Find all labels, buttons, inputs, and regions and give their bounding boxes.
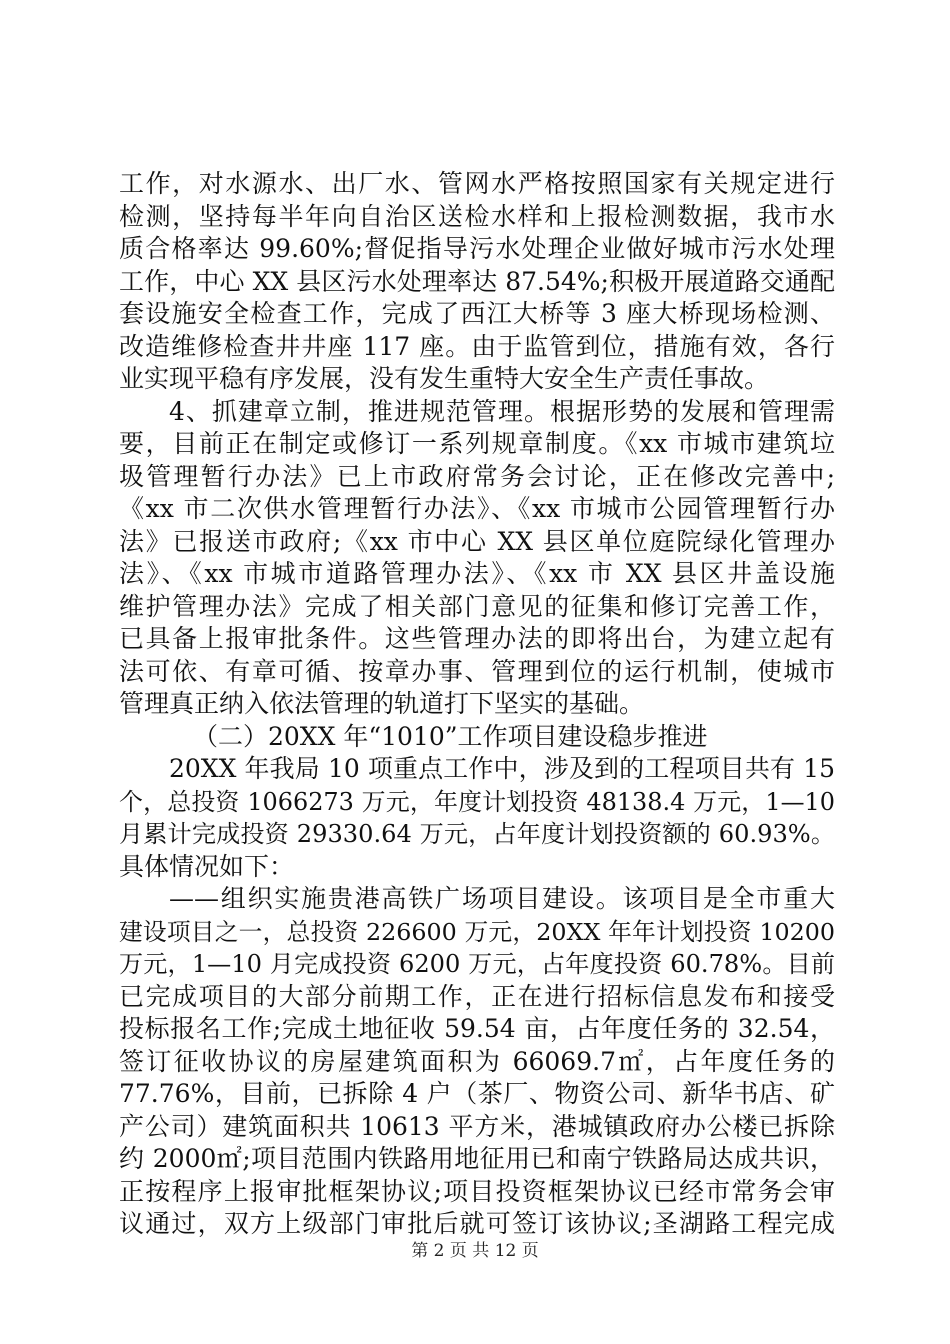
text-line: 议通过，双方上级部门审批后就可签订该协议;圣湖路工程完成 xyxy=(119,1209,835,1238)
text-line: 月累计完成投资 29330.64 万元，占年度计划投资额的 60.93%。 xyxy=(119,820,835,848)
document-body xyxy=(119,168,835,1241)
text-line: 改造维修检查井井座 117 座。由于监管到位，措施有效，各行 xyxy=(119,331,835,361)
paragraph-start-line: 20XX 年我局 10 项重点工作中，涉及到的工程项目共有 15 xyxy=(169,754,835,783)
text-line: 已具备上报审批条件。这些管理办法的即将出台，为建立起有 xyxy=(119,624,835,653)
text-line: 签订征收协议的房屋建筑面积为 66069.7㎡，占年度任务的 xyxy=(119,1046,835,1076)
paragraph-start-line: 4、抓建章立制，推进规范管理。根据形势的发展和管理需 xyxy=(169,396,835,426)
text-line: 检测，坚持每半年向自治区送检水样和上报检测数据，我市水 xyxy=(119,201,835,231)
text-line: 万元，1—10 月完成投资 6200 万元，占年度投资 60.78%。目前 xyxy=(119,950,835,978)
text-line: 套设施安全检查工作，完成了西江大桥等 3 座大桥现场检测、 xyxy=(119,299,835,328)
text-line: 工作，中心 XX 县区污水处理率达 87.54%;积极开展道路交通配 xyxy=(119,266,835,296)
text-line: 圾管理暂行办法》已上市政府常务会讨论，正在修改完善中; xyxy=(119,461,835,491)
text-line: 77.76%，目前，已拆除 4 户（茶厂、物资公司、新华书店、矿 xyxy=(119,1079,835,1108)
text-line: 投标报名工作;完成土地征收 59.54 亩，占年度任务的 32.54， xyxy=(119,1014,835,1043)
text-line: 法可依、有章可循、按章办事、管理到位的运行机制，使城市 xyxy=(119,656,835,686)
text-line: 质合格率达 99.60%;督促指导污水处理企业做好城市污水处理 xyxy=(119,234,835,263)
text-line: 已完成项目的大部分前期工作，正在进行招标信息发布和接受 xyxy=(119,981,835,1011)
text-line: 个，总投资 1066273 万元，年度计划投资 48138.4 万元，1—10 xyxy=(119,787,835,816)
text-line: 约 2000㎡;项目范围内铁路用地征用已和南宁铁路局达成共识， xyxy=(119,1144,835,1173)
text-line: 业实现平稳有序发展，没有发生重特大安全生产责任事故。 xyxy=(119,364,770,393)
text-line: 管理真正纳入依法管理的轨道打下坚实的基础。 xyxy=(119,689,645,718)
section-heading: （二）20XX 年“1010”工作项目建设稳步推进 xyxy=(193,721,708,751)
text-line: 维护管理办法》完成了相关部门意见的征集和修订完善工作， xyxy=(119,591,835,621)
text-line: 正按程序上报审批框架协议;项目投资框架协议已经市常务会审 xyxy=(119,1176,835,1206)
text-line: 产公司）建筑面积共 10613 平方米，港城镇政府办公楼已拆除 xyxy=(119,1111,835,1141)
paragraph-start-line: ——组织实施贵港高铁广场项目建设。该项目是全市重大 xyxy=(169,884,835,913)
text-line: 法》已报送市政府;《xx 市中心 XX 县区单位庭院绿化管理办 xyxy=(119,526,835,556)
text-line: 工作，对水源水、出厂水、管网水严格按照国家有关规定进行 xyxy=(119,169,835,198)
text-line: 法》、《xx 市城市道路管理办法》、《xx 市 XX 县区井盖设施 xyxy=(119,559,835,588)
text-line: 具体情况如下： xyxy=(119,851,295,881)
page-number-footer: 第 2 页 共 12 页 xyxy=(411,1241,539,1261)
text-line: 要，目前正在制定或修订一系列规章制度。《xx 市城市建筑垃 xyxy=(119,429,835,458)
text-line: 建设项目之一，总投资 226600 万元，20XX 年年计划投资 10200 xyxy=(119,917,835,946)
text-line: 《xx 市二次供水管理暂行办法》、《xx 市城市公园管理暂行办 xyxy=(119,494,835,523)
